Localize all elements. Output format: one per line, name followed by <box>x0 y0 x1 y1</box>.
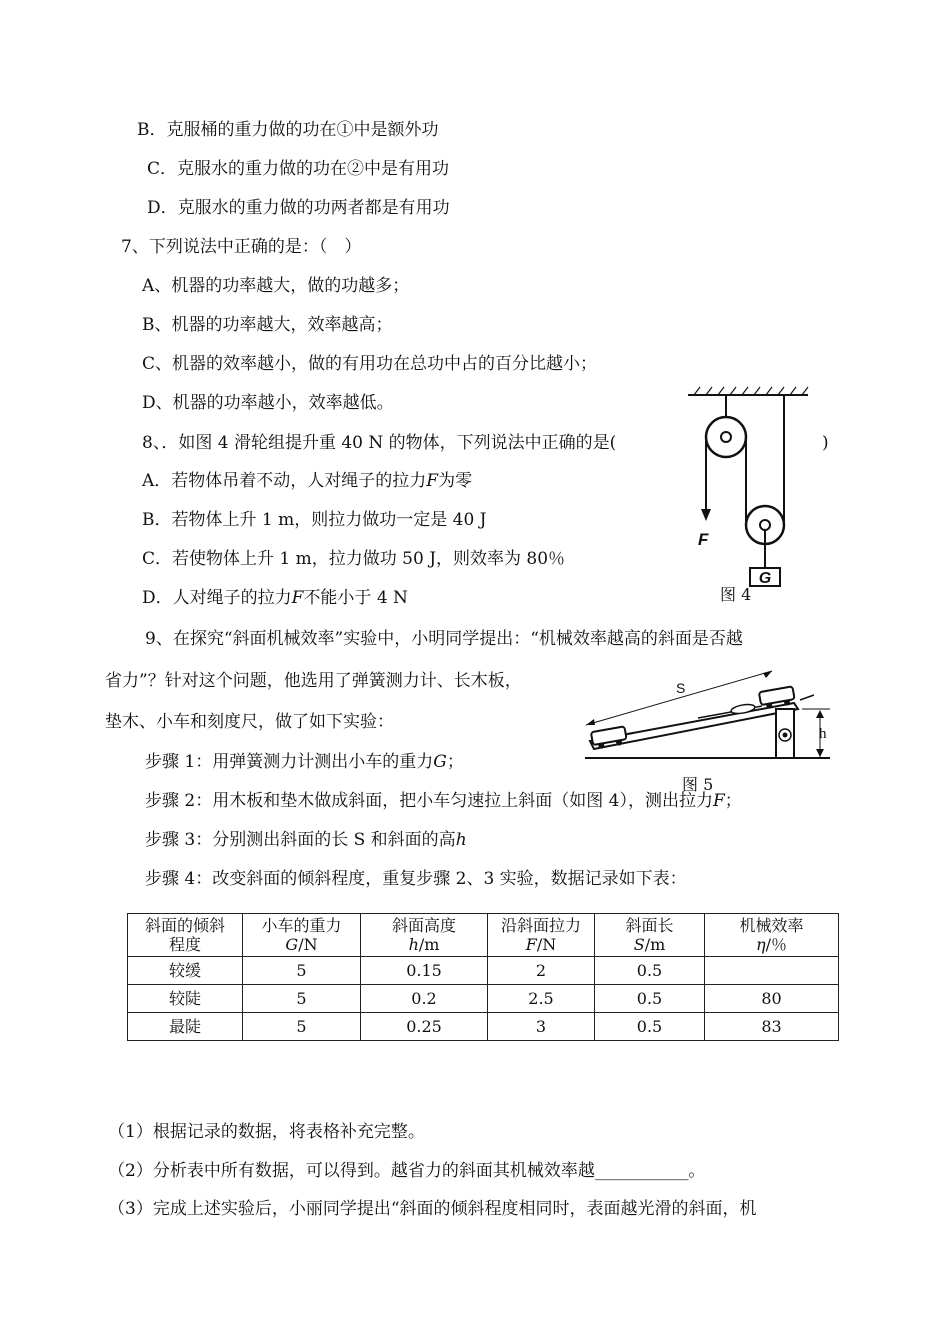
table-cell: 5 <box>243 1013 361 1041</box>
table-cell: 较陡 <box>128 985 243 1013</box>
step-1-tail: ； <box>446 752 464 772</box>
step-2-tail: ； <box>724 791 742 811</box>
header-var: h <box>408 935 419 954</box>
table-cell: 0.5 <box>595 1013 705 1041</box>
q8-option-a-var: F <box>426 471 439 491</box>
table-cell: 83 <box>705 1013 839 1041</box>
header-unit: /N <box>536 935 557 954</box>
step-3 <box>145 829 467 851</box>
q8-stem-close: ) <box>822 433 829 453</box>
q7-option-d: D、机器的功率越小，效率越低。 <box>142 393 394 413</box>
q9-stem-line1: 9、在探究“斜面机械效率”实验中，小明同学提出：“机械效率越高的斜面是否越 <box>145 629 743 649</box>
header-cell <box>705 914 839 957</box>
fig4-caption: 图 4 <box>720 585 752 604</box>
q7-option-c: C、机器的效率越小，做的有用功在总功中占的百分比越小； <box>142 354 598 374</box>
q8-option-a-tail: 为零 <box>438 471 473 491</box>
table-cell: 0.15 <box>361 957 488 985</box>
q8-option-d-tail: 不能小于 4 N <box>303 588 408 608</box>
header-cell <box>488 914 595 957</box>
header-unit: /m <box>418 935 440 954</box>
header-name: 斜面长 <box>625 916 674 935</box>
q8-stem: 8、．如图 4 滑轮组提升重 40 N 的物体，下列说法中正确的是( <box>142 433 617 453</box>
table-row <box>128 985 839 1013</box>
q7-option-b: B、机器的功率越大，效率越高； <box>142 315 393 335</box>
header-var: G <box>285 935 299 954</box>
table-cell: 2.5 <box>488 985 595 1013</box>
header-unit: 程度 <box>168 935 201 954</box>
incline-diagram <box>580 665 835 765</box>
header-cell <box>361 914 488 957</box>
header-name: 斜面高度 <box>391 916 456 935</box>
fig5-caption: 图 5 <box>682 775 714 794</box>
table-cell: 0.5 <box>595 957 705 985</box>
step-3-text: 步骤 3：分别测出斜面的长 S 和斜面的高 <box>145 830 456 850</box>
incline-data-table <box>127 913 839 1041</box>
q8-option-b: B．若物体上升 1 m，则拉力做功一定是 40 J <box>142 510 487 530</box>
q8-option-d-var: F <box>291 588 304 608</box>
step-1-var: G <box>433 752 447 772</box>
step-3-var: h <box>455 830 467 850</box>
header-cell <box>128 914 243 957</box>
table-cell: 0.5 <box>595 985 705 1013</box>
step-2-text: 步骤 2：用木板和垫木做成斜面，把小车匀速拉上斜面（如图 4），测出拉力 <box>145 791 713 811</box>
table-cell: 0.25 <box>361 1013 488 1041</box>
q9-stem-line3: 垫木、小车和刻度尺，做了如下实验： <box>105 712 394 732</box>
q8-option-d <box>142 587 408 609</box>
height-label: h <box>819 726 827 742</box>
q6-option-b: B．克服桶的重力做的功在①中是额外功 <box>137 120 439 140</box>
q8-option-c: C．若使物体上升 1 m，拉力做功 50 J，则效率为 80％ <box>142 549 566 569</box>
header-name: 沿斜面拉力 <box>500 916 581 935</box>
table-row <box>128 957 839 985</box>
length-label: S <box>676 680 686 696</box>
table-cell: 0.2 <box>361 985 488 1013</box>
sub-question-3: （3）完成上述实验后，小丽同学提出“斜面的倾斜程度相同时，表面越光滑的斜面，机 <box>108 1199 757 1219</box>
force-label: F <box>698 530 709 549</box>
table-header-row <box>128 914 839 957</box>
pulley-diagram <box>680 385 820 600</box>
q9-stem-line2: 省力”？针对这个问题，他选用了弹簧测力计、长木板， <box>105 671 522 691</box>
header-var: F <box>525 935 537 954</box>
header-unit: /％ <box>765 935 787 954</box>
q6-option-d: D．克服水的重力做的功两者都是有用功 <box>147 198 450 218</box>
step-1-text: 步骤 1：用弹簧测力计测出小车的重力 <box>145 752 434 772</box>
header-cell <box>595 914 705 957</box>
weight-label: G <box>758 570 772 587</box>
table-cell: 80 <box>705 985 839 1013</box>
q6-option-c: C．克服水的重力做的功在②中是有用功 <box>147 159 450 179</box>
header-unit: /N <box>298 935 318 954</box>
step-2-var: F <box>712 791 725 811</box>
table-cell: 2 <box>488 957 595 985</box>
q8-option-a <box>142 470 472 492</box>
table-cell: 3 <box>488 1013 595 1041</box>
header-name: 机械效率 <box>739 916 804 935</box>
header-unit: /m <box>644 935 666 954</box>
sub-question-2: （2）分析表中所有数据，可以得到。越省力的斜面其机械效率越___________。 <box>108 1161 706 1181</box>
q7-option-a: A、机器的功率越大，做的功越多； <box>142 276 410 296</box>
header-var: η <box>756 935 766 954</box>
table-cell: 5 <box>243 957 361 985</box>
table-row <box>128 1013 839 1041</box>
q8-option-a-text: A．若物体吊着不动，人对绳子的拉力 <box>142 471 427 491</box>
header-name: 小车的重力 <box>261 916 342 935</box>
header-cell <box>243 914 361 957</box>
sub-question-1: （1）根据记录的数据，将表格补充完整。 <box>108 1122 425 1142</box>
step-1 <box>145 751 464 773</box>
header-name: 斜面的倾斜 <box>144 916 225 935</box>
header-var: S <box>633 935 645 954</box>
step-4: 步骤 4：改变斜面的倾斜程度，重复步骤 2、3 实验，数据记录如下表： <box>145 869 687 889</box>
q7-stem: 7、下列说法中正确的是：（ ） <box>121 237 362 257</box>
table-cell-blank[interactable] <box>705 957 839 985</box>
table-cell: 较缓 <box>128 957 243 985</box>
step-2 <box>145 790 742 812</box>
q8-option-d-text: D．人对绳子的拉力 <box>142 588 292 608</box>
table-cell: 5 <box>243 985 361 1013</box>
table-cell: 最陡 <box>128 1013 243 1041</box>
